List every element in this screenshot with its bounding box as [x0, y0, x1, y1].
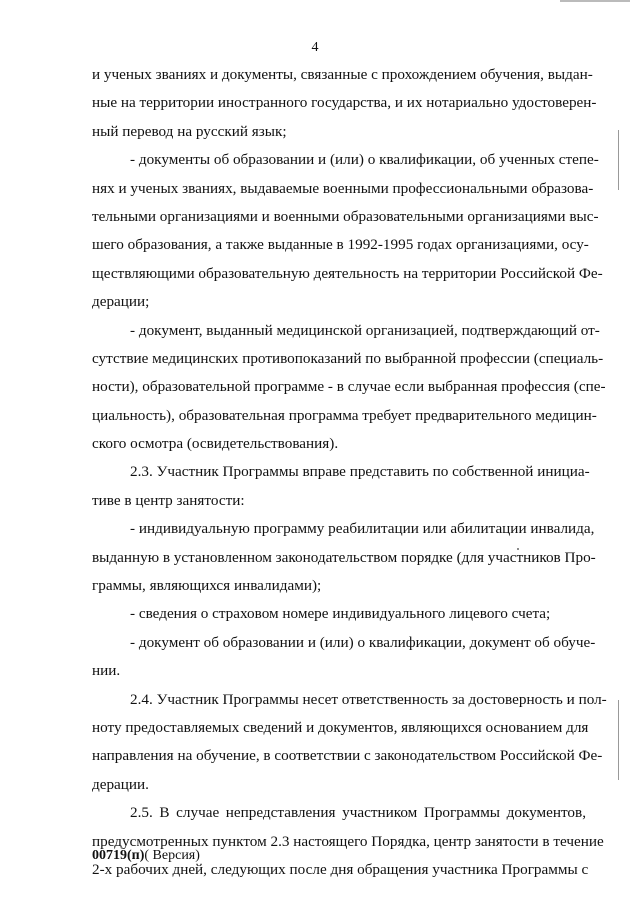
text-line: - сведения о страховом номере индивидуального лицевого счета; [130, 605, 551, 623]
text-line: - документы об образовании и (или) о квалификации, об ученных степе- [130, 151, 599, 169]
text-line: направления на обучение, в соответствии с законодательством Российской Фе- [92, 747, 603, 765]
text-line: ный перевод на русский язык; [92, 122, 287, 140]
text-line: - документ, выданный медицинской организацией, подтверждающий от- [130, 321, 600, 339]
text-line: нии. [92, 662, 121, 680]
text-line: ществляющими образовательную деятельность на территории Российской Фе- [92, 264, 603, 282]
scan-edge-mark [618, 700, 619, 780]
document-footer [92, 848, 200, 864]
text-line: ные на территории иностранного государства, и их нотариально удостоверен- [92, 94, 597, 112]
scan-edge-top [560, 0, 630, 2]
text-line: 2-х рабочих дней, следующих после дня обращения участника Программы с [92, 860, 589, 878]
text-line: ности), образовательной программе - в случае если выбранная профессия (спе- [92, 378, 606, 396]
text-line: 2.4. Участник Программы несет ответственность за достоверность и пол- [130, 690, 607, 708]
text-line: - индивидуальную программу реабилитации или абилитации инвалида, [130, 520, 595, 538]
text-line: 2.5. В случае непредставления участником Программы документов, [130, 804, 586, 822]
text-line: предусмотренных пунктом 2.3 настоящего Порядка, центр занятости в течение [92, 832, 604, 850]
text-line: дерации; [92, 293, 150, 311]
text-line: ского осмотра (освидетельствования). [92, 435, 339, 453]
text-line: циальность), образовательная программа требует предварительного медицин- [92, 406, 597, 424]
text-line: граммы, являющихся инвалидами); [92, 577, 322, 595]
text-line: ноту предоставляемых сведений и документов, являющихся основанием для [92, 718, 589, 736]
text-line: - документ об образовании и (или) о квалификации, документ об обуче- [130, 633, 596, 651]
text-line: шего образования, а также выданные в 1992-1995 годах организациями, осу- [92, 236, 589, 254]
text-line: и ученых званиях и документы, связанные с прохождением обучения, выдан- [92, 66, 593, 83]
scan-edge-mark [618, 130, 619, 190]
text-line: 2.3. Участник Программы вправе представить по собственной инициа- [130, 463, 590, 481]
text-line: тиве в центр занятости: [92, 491, 245, 509]
document-code: 00719(п) [92, 848, 145, 863]
text-line: выданную в установленном законодательством порядке (для участников Про- [92, 548, 596, 566]
text-line: тельными организациями и военными образовательными организациями выс- [92, 207, 599, 225]
document-body [92, 61, 607, 884]
text-line: сутствие медицинских противопоказаний по выбранной профессии (специаль- [92, 349, 604, 367]
page-number: 4 [311, 40, 319, 55]
text-line: нях и ученых званиях, выдаваемые военными профессиональными образова- [92, 179, 594, 197]
text-line: дерации. [92, 775, 149, 793]
document-version: ( Версия) [144, 848, 200, 863]
